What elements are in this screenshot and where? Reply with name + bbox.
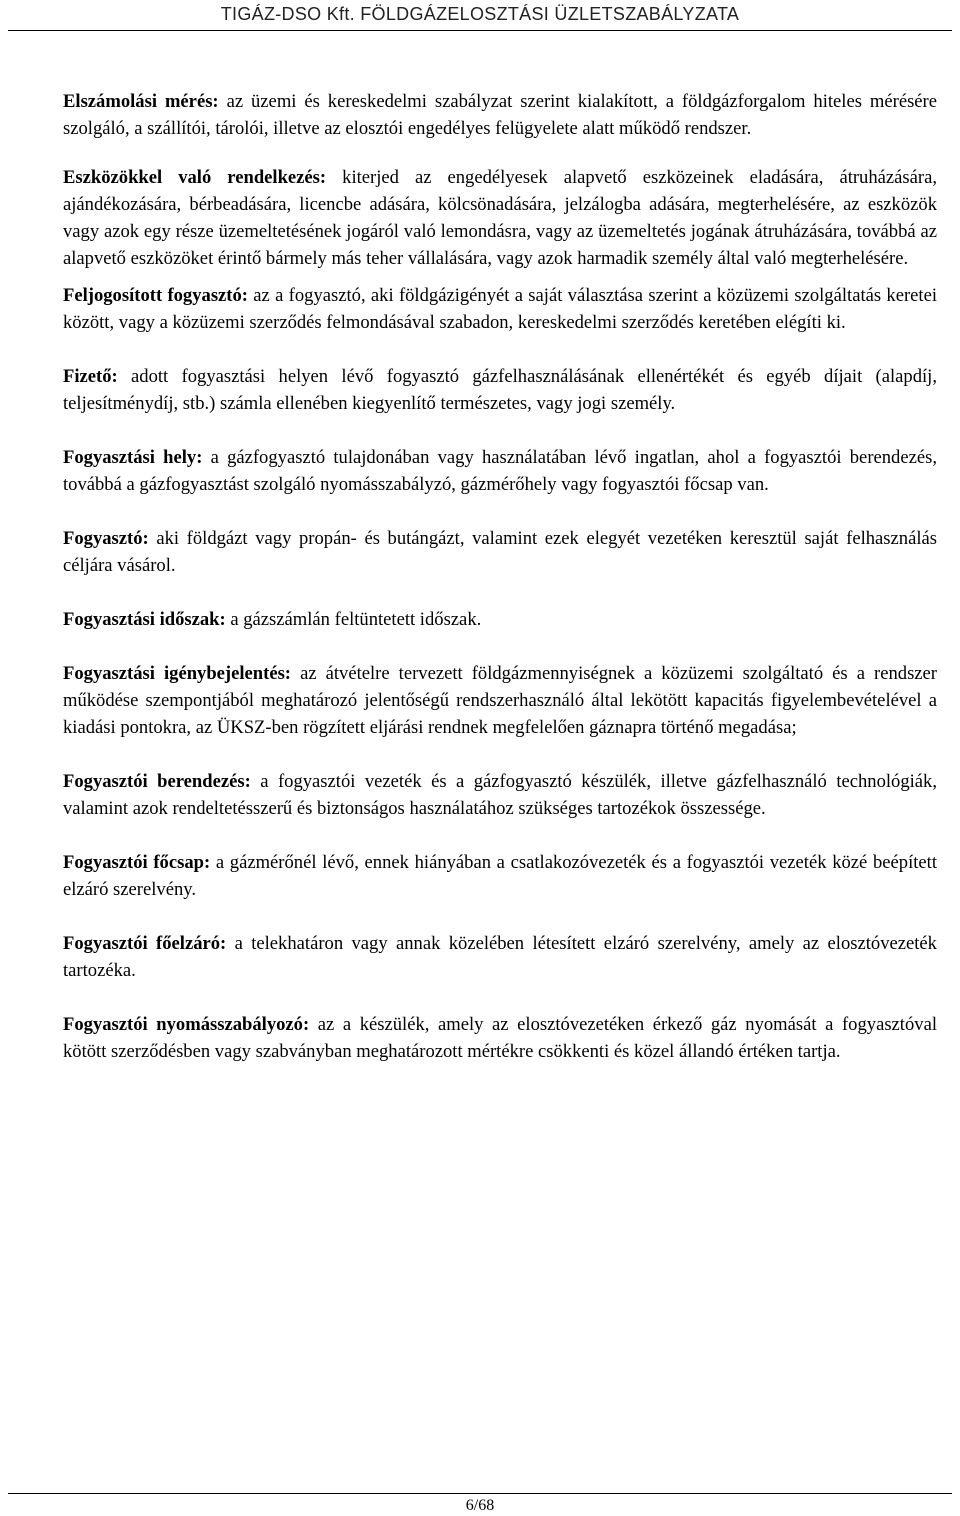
definition-text: a gázszámlán feltüntetett időszak. (225, 609, 482, 630)
header-divider (8, 30, 952, 31)
definition-text: kiterjed az engedélyesek alapvető eszközeinek eladására, átruházására, ajándékozására, bérbeadására, licencbe adására, kölcsönadására, jelzálogba adására, megterhelésére, az eszközök vagy azok egy része üzemeltetésének jogáról való lemondásra, vagy az üzemeltetés jogának átruházására, továbbá az alapvető eszközöket érintő bármely más teher vállalására, vagy azok harmadik személy által való megterhelésére. (63, 167, 937, 269)
definition-term: Fizető: (63, 366, 118, 387)
definition-fogyasztasi-idoszak (63, 606, 937, 633)
definition-fogyasztasi-hely (63, 444, 937, 498)
definition-term: Eszközökkel való rendelkezés: (63, 167, 327, 188)
definition-fogyasztoi-focsap (63, 849, 937, 903)
definition-fogyasztasi-igenybejelentes (63, 660, 937, 741)
definition-term: Fogyasztási hely: (63, 447, 203, 468)
page-header (0, 0, 960, 32)
definition-term: Elszámolási mérés: (63, 91, 219, 112)
definition-text: az üzemi és kereskedelmi szabályzat szerint kialakított, a földgázforgalom hiteles mérésére szolgáló, a szállítói, tárolói, illetve az elosztói engedélyes felügyelete alatt működő rendszer. (63, 91, 938, 139)
definition-term: Fogyasztási időszak: (63, 609, 226, 630)
page-number: 6/68 (465, 1497, 495, 1514)
definition-term: Fogyasztói főelzáró: (63, 933, 227, 954)
definition-fogyasztoi-foelzaro (63, 930, 937, 984)
definition-text: az átvételre tervezett földgázmennyiségnek a közüzemi szolgáltató és a rendszer működése szempontjából meghatározó jelentőségű rendszerhasználó által lekötött kapacitás figyelembevételével a kiadási pontokra, az ÜKSZ-ben rögzített eljárási rendnek megfelelően gáznapra történő megadása; (63, 663, 938, 738)
definition-term: Fogyasztási igénybejelentés: (63, 663, 292, 684)
definition-text: a fogyasztói vezeték és a gázfogyasztó készülék, illetve gázfelhasználó technológiák, valamint azok rendeltetésszerű és biztonságos használatához szükséges tartozékok összessége. (63, 771, 937, 819)
definition-elszamolasi-meres (63, 88, 937, 142)
definition-text: a gázmérőnél lévő, ennek hiányában a csatlakozóvezeték és a fogyasztói vezeték közé beépített elzáró szerelvény. (63, 852, 937, 900)
definition-fizeto (63, 363, 937, 417)
definition-term: Fogyasztói főcsap: (63, 852, 211, 873)
definition-term: Fogyasztó: (63, 528, 149, 549)
header-title: TIGÁZ-DSO Kft. FÖLDGÁZELOSZTÁSI ÜZLETSZABÁLYZATA (220, 4, 740, 24)
definition-text: az a készülék, amely az elosztóvezetéken érkező gáz nyomását a fogyasztóval kötött szerződésben vagy szabványban meghatározott mértékre csökkenti és közel állandó értéken tartja. (63, 1014, 937, 1062)
definition-fogyasztoi-nyomasszabalyozo (63, 1011, 937, 1065)
definition-feljogositott-fogyaszto (63, 282, 937, 336)
definition-fogyasztoi-berendezes (63, 768, 937, 822)
definition-text: a gázfogyasztó tulajdonában vagy használatában lévő ingatlan, ahol a fogyasztói berendezés, továbbá a gázfogyasztást szolgáló nyomásszabályzó, gázmérőhely vagy fogyasztói főcsap van. (63, 447, 937, 495)
definition-term: Fogyasztói nyomásszabályozó: (63, 1014, 310, 1035)
definitions-list (63, 88, 937, 1092)
definition-fogyaszto (63, 525, 937, 579)
definition-text: adott fogyasztási helyen lévő fogyasztó gázfelhasználásának ellenértékét és egyéb díjait (alapdíj, teljesítménydíj, stb.) számla ellenében kiegyenlítő természetes, vagy jogi személy. (63, 366, 937, 414)
definition-eszkozokkel-valo-rendelkezes (63, 164, 937, 272)
footer-divider (8, 1493, 952, 1494)
definition-term: Feljogosított fogyasztó: (63, 285, 248, 306)
definition-text: a telekhatáron vagy annak közelében létesített elzáró szerelvény, amely az elosztóvezeték tartozéka. (63, 933, 937, 981)
definition-term: Fogyasztói berendezés: (63, 771, 251, 792)
definition-text: aki földgázt vagy propán- és butángázt, valamint ezek elegyét vezetéken keresztül saját felhasználás céljára vásárol. (63, 528, 937, 576)
definition-text: az a fogyasztó, aki földgázigényét a saját választása szerint a közüzemi szolgáltatás keretei között, vagy a közüzemi szerződés felmondásával szabadon, kereskedelmi szerződés keretében elégíti ki. (63, 285, 937, 333)
